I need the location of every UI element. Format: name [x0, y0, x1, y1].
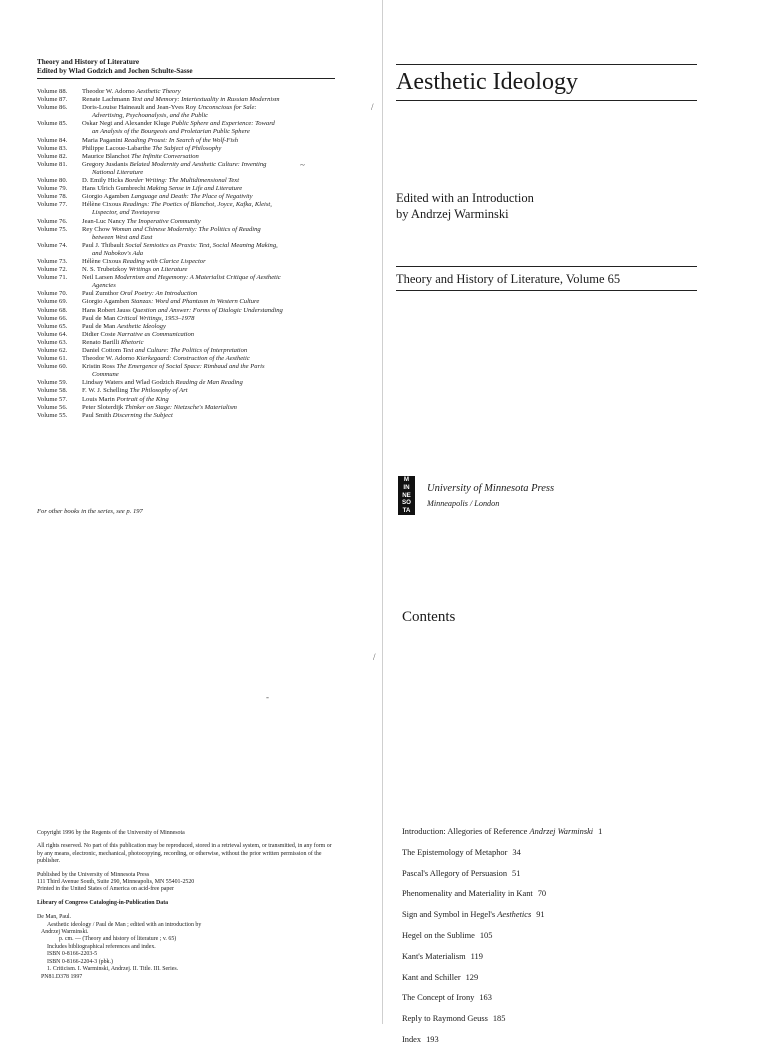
volume-number: Volume 81.	[37, 160, 68, 168]
volume-number: Volume 61.	[37, 355, 68, 363]
printed-note: Printed in the United States of America on acid-free paper	[37, 886, 174, 893]
volume-text	[82, 387, 337, 395]
volume-text	[82, 339, 337, 347]
volume-entry	[37, 218, 337, 226]
volume-text	[82, 218, 337, 226]
volume-entry	[37, 274, 337, 290]
cip-title: Library of Congress Cataloging-in-Publication Data	[37, 899, 169, 906]
press-name: University of Minnesota Press	[427, 483, 555, 494]
volume-number: Volume 74.	[37, 241, 68, 249]
toc-title: Pascal's Allegory of Persuasion	[402, 868, 508, 878]
cip-line: p. cm. — (Theory and history of literature ; v. 65)	[59, 936, 177, 943]
volume-author: Jean-Luc Nancy	[82, 217, 126, 225]
title-rule-top	[396, 64, 697, 65]
volume-text	[82, 355, 337, 363]
volume-text	[82, 404, 337, 412]
scan-mark: -	[266, 692, 269, 702]
volume-text	[82, 331, 337, 339]
volume-number: Volume 83.	[37, 144, 68, 152]
volume-title: The Philosophy of Art	[129, 387, 188, 395]
volume-author: Didier Coste	[82, 330, 116, 338]
volume-entry	[37, 396, 337, 404]
volume-author: Paul de Man	[82, 322, 116, 330]
volume-title: Readings: The Poetics of Blanchot, Joyce, Kafka, Kleist,	[122, 201, 272, 209]
volume-title: Kierkegaard: Construction of the Aesthetic	[136, 355, 250, 363]
scan-mark: /	[373, 652, 376, 662]
toc-title: Sign and Symbol in Hegel's	[402, 910, 498, 920]
volume-number: Volume 82.	[37, 152, 68, 160]
volume-entry	[37, 355, 337, 363]
volume-title: Border Writing: The Multidimensional Text	[124, 177, 240, 185]
volume-author: Giorgio Agamben	[82, 298, 130, 306]
toc-title: Phenomenality and Materiality in Kant	[402, 889, 533, 899]
scan-mark: /	[371, 102, 374, 112]
toc-page-number: 185	[492, 1014, 506, 1024]
toc-page-number: 34	[512, 847, 521, 857]
volume-number: Volume 72.	[37, 266, 68, 274]
volume-author: Hélène Cixous	[82, 257, 122, 265]
cip-line: ISBN 0-8166-2203-5	[47, 951, 98, 958]
volume-author: Maurice Blanchot	[82, 152, 130, 160]
volume-text	[82, 161, 337, 177]
volume-title: Writings on Literature	[128, 266, 188, 274]
volume-entry	[37, 161, 337, 177]
volume-text	[82, 363, 337, 379]
toc-author: Aesthetics	[497, 910, 532, 920]
toc-title: Index	[402, 1034, 422, 1044]
volume-title: Woman and Chinese Modernity: The Politics of Reading	[111, 225, 261, 233]
series-header	[37, 58, 337, 76]
toc-page-number: 105	[479, 930, 493, 940]
volume-author: Rey Chow	[82, 225, 111, 233]
volume-author: Neil Larsen	[82, 274, 113, 282]
volume-author: Peter Sloterdijk	[82, 403, 124, 411]
volume-entry	[37, 258, 337, 266]
volume-title: Text and Memory: Intertextuality in Russian Modernism	[131, 96, 280, 104]
volume-number: Volume 73.	[37, 257, 68, 265]
volume-title: Narrative as Communication	[117, 330, 195, 338]
volume-text	[82, 396, 337, 404]
toc-entry	[402, 951, 702, 972]
volume-author: Hans Robert Jauss	[82, 306, 131, 314]
volume-text	[82, 145, 337, 153]
volume-title: Rhetoric	[120, 338, 144, 346]
toc-page-number: 163	[479, 993, 492, 1003]
toc-page-number: 193	[426, 1034, 439, 1044]
logo-letters: NE	[402, 491, 411, 499]
rights-notice: All rights reserved. No part of this publication may be reproduced, stored in a retrieval system, or transmitted, in any form or by any means, electronic, mechanical, photocopying, recording, or otherwise, without the prior written permission of the publisher.	[37, 843, 332, 865]
volume-entry	[37, 404, 337, 412]
volume-author: Louis Marin	[82, 395, 115, 403]
volume-number: Volume 60.	[37, 363, 68, 371]
volume-entry	[37, 104, 337, 120]
volume-title: Reading Proust: In Search of the Wolf-Fish	[124, 136, 239, 144]
volume-title: Discerning the Subject	[112, 411, 173, 419]
toc-title: Introduction: Allegories of Reference	[402, 827, 528, 836]
logo-letters: SO	[402, 499, 411, 507]
volume-entry	[37, 145, 337, 153]
volume-text	[82, 185, 337, 193]
volume-title: Belated Modernity and Aesthetic Culture: Inventing	[129, 160, 267, 168]
toc-page-number: 1	[598, 827, 603, 836]
volume-title-continued: Lispector, and Tsvetayeva	[92, 209, 160, 217]
volume-entry	[37, 96, 337, 104]
volume-author: Renate Lachmann	[82, 96, 130, 104]
volume-author: Kristin Ross	[82, 363, 115, 371]
volume-text	[82, 120, 337, 136]
toc-title: Kant's Materialism	[402, 951, 466, 961]
volume-title: Reading with Clarice Lispector	[122, 257, 206, 265]
book-title: Aesthetic Ideology	[396, 69, 578, 95]
volume-list	[37, 88, 337, 420]
volume-entry	[37, 201, 337, 217]
volume-text	[82, 137, 337, 145]
volume-number: Volume 85.	[37, 120, 68, 128]
logo-letters: TA	[402, 507, 411, 515]
toc-entry	[402, 1034, 702, 1055]
toc-page-number: 51	[512, 868, 521, 878]
editor-line-2: by Andrzej Warminski	[396, 207, 509, 221]
volume-entry	[37, 242, 337, 258]
volume-number: Volume 62.	[37, 347, 68, 354]
volume-author: F. W. J. Schelling	[82, 387, 129, 395]
volume-title: The Emergence of Social Space: Rimbaud and the Paris	[116, 363, 265, 371]
volume-number: Volume 79.	[37, 185, 68, 193]
volume-title-continued: between West and East	[92, 233, 153, 241]
toc-entry	[402, 972, 702, 993]
volume-author: Lindsay Waters and Wlad Godzich	[82, 379, 174, 387]
volume-entry	[37, 298, 337, 306]
press-logo-icon	[398, 476, 415, 515]
volume-text	[82, 104, 337, 120]
volume-text	[82, 379, 337, 387]
toc-title: The Epistemology of Metaphor	[402, 847, 508, 857]
cip-line: Includes bibliographical references and index.	[47, 943, 156, 950]
volume-number: Volume 86.	[37, 104, 68, 112]
volume-number: Volume 77.	[37, 201, 68, 209]
toc-author: Andrzej Warminski	[529, 827, 594, 836]
scan-mark: ~	[300, 160, 305, 170]
volume-title: Reading de Man Reading	[175, 379, 243, 387]
volume-author: N. S. Trubetzkoy	[82, 266, 128, 274]
cip-line: PN81.D378 1997	[41, 973, 83, 980]
volume-number: Volume 56.	[37, 403, 68, 411]
volume-entry	[37, 363, 337, 379]
volume-number: Volume 80.	[37, 177, 68, 185]
volume-entry	[37, 379, 337, 387]
volume-entry	[37, 387, 337, 395]
volume-entry	[37, 347, 337, 355]
toc-entry	[402, 909, 702, 930]
cip-line: Andrzej Warminski.	[41, 929, 89, 936]
volume-text	[82, 201, 337, 217]
volume-text	[82, 266, 337, 274]
editor-credit	[396, 190, 696, 222]
volume-author: Paul Zumthor	[82, 290, 119, 298]
copyright-line: Copyright 1996 by the Regents of the University of Minnesota	[37, 830, 185, 836]
toc-title: Reply to Raymond Geuss	[402, 1014, 488, 1024]
toc-entry	[402, 826, 702, 847]
volume-text	[82, 412, 337, 420]
volume-number: Volume 88.	[37, 88, 68, 95]
series-rule	[37, 78, 335, 79]
toc-entry	[402, 868, 702, 889]
volume-author: Renato Barilli	[82, 338, 120, 346]
volume-number: Volume 75.	[37, 225, 68, 233]
volume-text	[82, 226, 337, 242]
volume-text	[82, 258, 337, 266]
volume-author: Hans Ulrich Gumbrecht	[82, 185, 146, 193]
toc-entry	[402, 888, 702, 909]
published-by: Published by the University of Minnesota Press	[37, 871, 150, 878]
volume-number: Volume 55.	[37, 411, 68, 419]
volume-text	[82, 315, 337, 323]
volume-author: Theodor W. Adorno	[82, 355, 135, 363]
volume-text	[82, 274, 337, 290]
volume-number: Volume 68.	[37, 306, 68, 314]
title-rule-bottom	[396, 100, 697, 101]
volume-number: Volume 57.	[37, 395, 68, 403]
volume-entry	[37, 193, 337, 201]
volume-author: Daniel Cottom	[82, 347, 122, 354]
volume-author: Maria Paganini	[82, 136, 123, 144]
toc-page-number: 70	[537, 889, 547, 899]
volume-author: Theodor W. Adorno	[82, 88, 135, 95]
volume-title: Public Sphere and Experience: Toward	[171, 120, 275, 128]
volume-title-continued: and Nabokov's Ada	[92, 249, 144, 257]
volume-number: Volume 84.	[37, 136, 68, 144]
publisher-info	[37, 872, 337, 894]
volume-author: Paul de Man	[82, 314, 116, 322]
toc-entry	[402, 847, 702, 868]
volume-title: Text and Culture: The Politics of Interpretation	[122, 347, 248, 354]
volume-number: Volume 78.	[37, 193, 68, 201]
volume-entry	[37, 137, 337, 145]
volume-entry	[37, 412, 337, 420]
volume-entry	[37, 307, 337, 315]
volume-entry	[37, 315, 337, 323]
volume-entry	[37, 226, 337, 242]
volume-author: Hélène Cixous	[82, 201, 122, 209]
toc-title: The Concept of Irony	[402, 993, 475, 1003]
series-name: Theory and History of Literature	[37, 58, 140, 66]
volume-author: Philippe Lacoue-Labarthe	[82, 144, 151, 152]
volume-author: Oskar Negt and Alexander Kluge	[82, 120, 170, 128]
cip-line: De Man, Paul.	[37, 914, 72, 921]
volume-number: Volume 76.	[37, 217, 68, 225]
volume-text	[82, 153, 337, 161]
volume-author: D. Emily Hicks	[82, 177, 124, 185]
table-of-contents	[402, 826, 702, 1055]
volume-title: Oral Poetry: An Introduction	[120, 290, 198, 298]
volume-title: Stanzas: Word and Phantasm in Western Culture	[130, 298, 260, 306]
cip-line: 1. Criticism. I. Warminski, Andrzej. II. Title. III. Series.	[47, 966, 179, 973]
volume-author: Giorgio Agamben	[82, 193, 130, 201]
volume-text	[82, 96, 337, 104]
series-volume-line: Theory and History of Literature, Volume 65	[396, 272, 621, 286]
volume-entry	[37, 177, 337, 185]
toc-entry	[402, 930, 702, 951]
press-city: Minneapolis / London	[427, 499, 500, 508]
toc-title: Kant and Schiller	[402, 972, 461, 982]
volume-text	[82, 307, 337, 315]
series-rule-top	[396, 266, 697, 267]
series-editors: Edited by Wlad Godzich and Jochen Schulte-Sasse	[37, 67, 193, 75]
volume-author: Gregory Jusdanis	[82, 160, 128, 168]
volume-title: The Infinite Conversation	[131, 152, 199, 160]
logo-letters: M	[403, 476, 410, 483]
volume-text	[82, 88, 337, 96]
publisher-address: 111 Third Avenue South, Suite 290, Minneapolis, MN 55401-2520	[37, 879, 195, 886]
volume-title-continued: National Literature	[92, 168, 144, 176]
series-rule-bottom	[396, 290, 697, 291]
volume-title: Unconscious for Sale:	[198, 104, 257, 112]
cip-line: ISBN 0-8166-2204-3 (pbk.)	[47, 958, 113, 965]
volume-text	[82, 290, 337, 298]
toc-page-number: 119	[470, 951, 483, 961]
volume-text	[82, 323, 337, 331]
toc-entry	[402, 992, 702, 1013]
volume-number: Volume 58.	[37, 387, 68, 395]
volume-number: Volume 69.	[37, 298, 68, 306]
volume-author: Paul J. Thibault	[82, 241, 124, 249]
volume-entry	[37, 339, 337, 347]
other-books-note: For other books in the series, see p. 197	[37, 508, 143, 515]
volume-title: Social Semiotics as Praxis: Text, Social Meaning Making,	[125, 241, 278, 249]
volume-title: Aesthetic Ideology	[117, 322, 166, 330]
volume-title: Question and Answer: Forms of Dialogic Understanding	[132, 306, 283, 314]
logo-letters: IN	[403, 483, 410, 491]
editor-line-1: Edited with an Introduction	[396, 191, 534, 205]
volume-number: Volume 66.	[37, 314, 68, 322]
volume-title: Portrait of the King	[116, 395, 169, 403]
volume-entry	[37, 331, 337, 339]
volume-number: Volume 64.	[37, 330, 68, 338]
toc-page-number: 91	[536, 910, 545, 920]
volume-title: Critical Writings, 1953–1978	[117, 314, 195, 322]
volume-entry	[37, 266, 337, 274]
volume-author: Paul Smith	[82, 411, 112, 419]
volume-title: Modernism and Hegemony: A Materialist Critique of Aesthetic	[114, 274, 281, 282]
copyright-block	[37, 830, 337, 981]
volume-text	[82, 177, 337, 185]
volume-number: Volume 63.	[37, 338, 68, 346]
volume-entry	[37, 88, 337, 96]
volume-text	[82, 347, 337, 355]
volume-title: The Inoperative Community	[126, 217, 201, 225]
volume-title-continued: Advertising, Psychoanalysis, and the Public	[92, 112, 209, 120]
volume-title: Thinker on Stage: Nietzsche's Materialism	[124, 403, 237, 411]
volume-title-continued: Agencies	[92, 282, 116, 290]
cip-line: Aesthetic ideology / Paul de Man ; edited with an introduction by	[47, 921, 202, 928]
volume-title: Language and Death: The Place of Negativity	[130, 193, 253, 201]
page-gutter	[382, 0, 383, 1024]
volume-entry	[37, 153, 337, 161]
volume-entry	[37, 290, 337, 298]
volume-text	[82, 298, 337, 306]
volume-entry	[37, 323, 337, 331]
volume-number: Volume 59.	[37, 379, 68, 387]
volume-entry	[37, 120, 337, 136]
volume-number: Volume 87.	[37, 96, 68, 104]
volume-text	[82, 242, 337, 258]
volume-text	[82, 193, 337, 201]
contents-heading: Contents	[402, 609, 456, 625]
volume-title-continued: an Analysis of the Bourgeois and Proletarian Public Sphere	[92, 128, 250, 136]
volume-number: Volume 71.	[37, 274, 68, 282]
cip-data	[37, 914, 337, 981]
toc-title: Hegel on the Sublime	[402, 930, 475, 940]
volume-number: Volume 65.	[37, 322, 68, 330]
toc-page-number: 129	[465, 972, 479, 982]
volume-title: Making Sense in Life and Literature	[147, 185, 243, 193]
volume-title-continued: Commune	[92, 371, 119, 379]
volume-title: Aesthetic Theory	[136, 88, 181, 95]
volume-author: Doris-Louise Haineault and Jean-Yves Roy	[82, 104, 197, 112]
volume-entry	[37, 185, 337, 193]
volume-title: The Subject of Philosophy	[152, 144, 222, 152]
volume-number: Volume 70.	[37, 290, 68, 298]
